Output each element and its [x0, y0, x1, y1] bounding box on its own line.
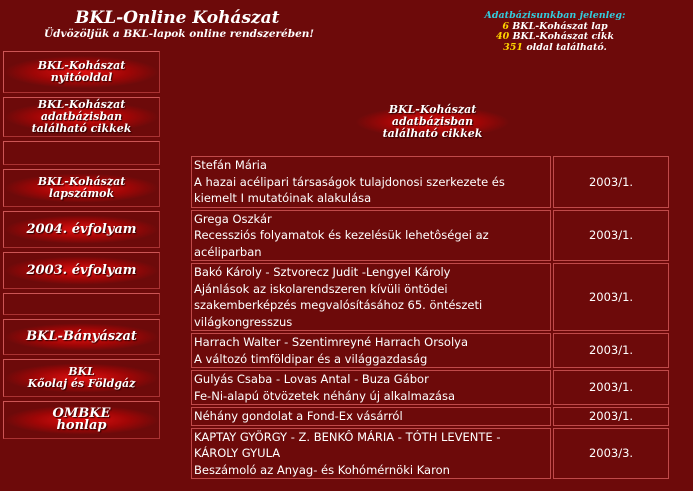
article-cell[interactable]: [191, 333, 551, 368]
article-issue: 2003/1.: [553, 156, 669, 208]
article-cell[interactable]: [191, 263, 551, 331]
nav-koolaj-foldgaz[interactable]: BKL Kőolaj és Földgáz: [3, 359, 160, 397]
table-row: [191, 370, 669, 405]
sidebar-nav: [3, 51, 160, 443]
nav-year-2004[interactable]: 2004. évfolyam: [3, 211, 160, 248]
article-title-link[interactable]: Recessziós folyamatok és kezelésük lehetôségei az acéliparban: [194, 228, 489, 259]
article-title-link[interactable]: Néhány gondolat a Fond-Ex vásárról: [194, 409, 403, 423]
articles-table: [189, 154, 671, 481]
site-subtitle: Üdvözöljük a BKL-lapok online rendszerében!: [44, 28, 314, 40]
article-cell[interactable]: [191, 156, 551, 208]
article-issue: 2003/1.: [553, 407, 669, 426]
nav-spacer-2: [3, 293, 160, 315]
site-title: BKL-Online Kohászat: [75, 8, 280, 28]
table-row: [191, 263, 669, 331]
article-cell[interactable]: [191, 370, 551, 405]
article-authors: Harrach Walter - Szentimreyné Harrach Orsolya: [194, 335, 469, 349]
nav-kohaszat-issues[interactable]: BKL-Kohászat lapszámok: [3, 169, 160, 207]
article-issue: 2003/1.: [553, 263, 669, 331]
article-title-link[interactable]: Fe-Ni-alapú ötvözetek néhány új alkalmazása: [194, 388, 455, 403]
table-row: [191, 333, 669, 368]
content-heading: BKL-Kohászat adatbázisban található cikkek: [355, 104, 510, 140]
article-issue: 2003/1.: [553, 333, 669, 368]
article-authors: KAPTAY GYÖRGY - Z. BENKÔ MÁRIA - TÓTH LEVENTE - KÁROLY GYULA: [194, 429, 501, 460]
stats-lap: 6 BKL-Kohászat lap: [502, 20, 608, 32]
articles-table-container[interactable]: [189, 154, 671, 477]
article-issue: 2003/3.: [553, 428, 669, 480]
stats-pages: 351 oldal található.: [503, 41, 607, 53]
table-row: [191, 156, 669, 208]
nav-spacer: [3, 141, 160, 165]
nav-kohaszat-home[interactable]: BKL-Kohászat nyitóoldal: [3, 51, 160, 93]
table-row: [191, 428, 669, 480]
article-title-link[interactable]: A változó timföldipar és a világgazdaság: [194, 351, 428, 366]
article-cell[interactable]: [191, 407, 551, 426]
article-authors: Gulyás Csaba - Lovas Antal - Buza Gábor: [194, 372, 429, 386]
article-authors: Bakó Károly - Sztvorecz Judit -Lengyel Károly: [194, 265, 451, 279]
nav-kohaszat-articles[interactable]: BKL-Kohászat adatbázisban található cikkek: [3, 97, 160, 137]
nav-ombke-homepage[interactable]: OMBKE honlap: [3, 401, 160, 439]
article-cell[interactable]: [191, 428, 551, 480]
article-title-link[interactable]: Ajánlások az iskolarendszeren kívüli öntödei szakemberképzés megvalósításához 65. öntészeti világkongresszus: [194, 281, 483, 329]
database-stats: [455, 11, 655, 53]
article-title-link[interactable]: Beszámoló az Anyag- és Kohómérnöki Karon: [194, 462, 450, 477]
article-authors: Grega Oszkár: [194, 211, 272, 226]
stats-heading: Adatbázisunkban jelenleg:: [484, 10, 626, 21]
table-row: [191, 210, 669, 262]
table-row: [191, 407, 669, 426]
article-title-link[interactable]: A hazai acélipari társaságok tulajdonosi szerkezete és kiemelt I mutatóinak alakulása: [194, 174, 505, 205]
article-cell[interactable]: [191, 210, 551, 262]
article-issue: 2003/1.: [553, 370, 669, 405]
article-authors: Stefán Mária: [194, 158, 267, 172]
article-issue: 2003/1.: [553, 210, 669, 262]
stats-cikk: 40 BKL-Kohászat cikk: [495, 31, 615, 42]
nav-year-2003[interactable]: 2003. évfolyam: [3, 252, 160, 289]
nav-banyaszat[interactable]: BKL-Bányászat: [3, 319, 160, 355]
